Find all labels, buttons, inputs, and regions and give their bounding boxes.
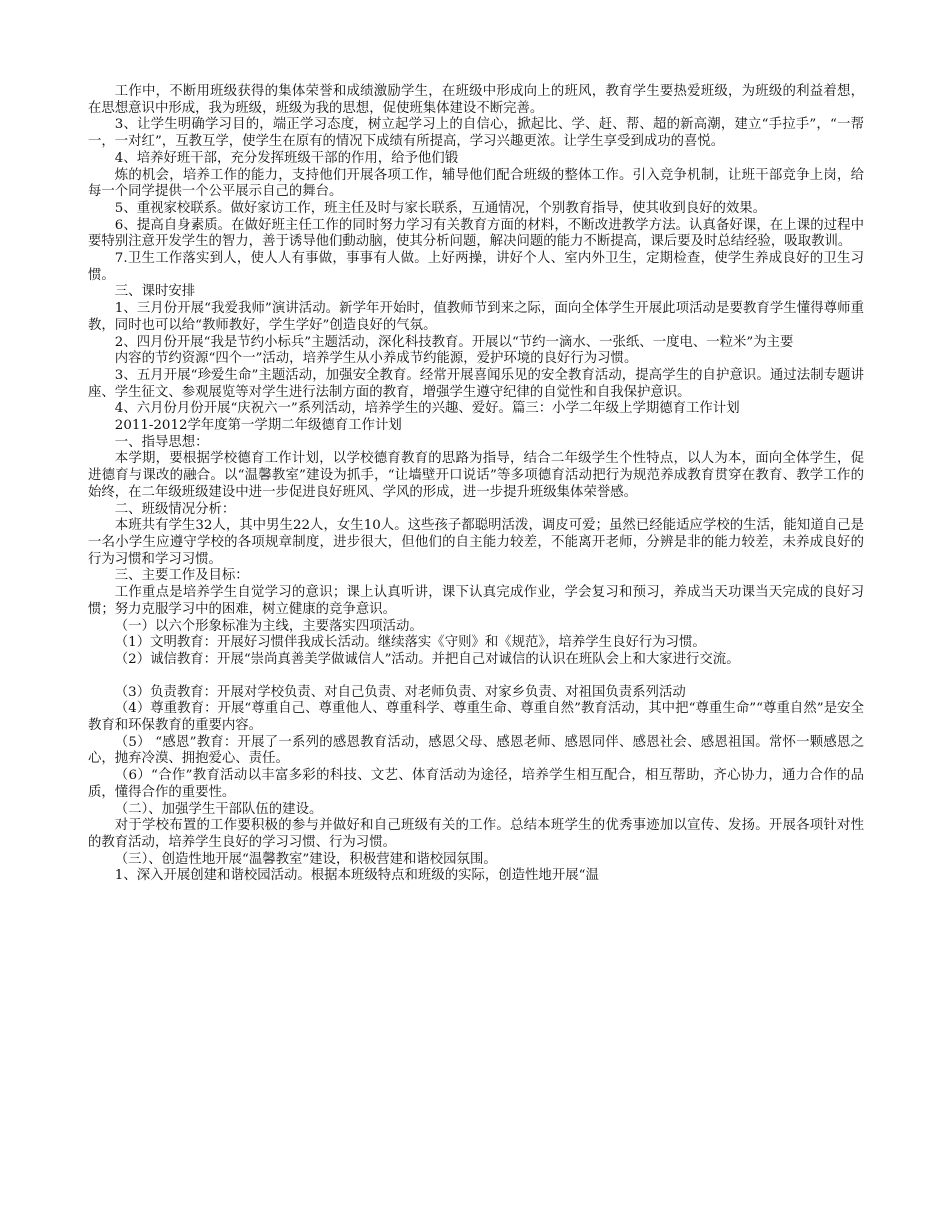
paragraph-schedule-2-cont: 内容的节约资源“四个一”活动，培养学生从小养成节约能源，爱护环境的良好行为习惯。 xyxy=(114,351,638,367)
heading-guiding-ideas: 一、指导思想： xyxy=(114,434,209,450)
heading-subsection-3: （三）、创造性地开展“温馨教室”建设，积极营建和谐校园氛围。 xyxy=(114,851,497,867)
paragraph-schedule-1: 1、三月份开展“我爱我师”演讲活动。新学年开始时，值教师节到来之际，面向全体学生开展此项活动是要教育学生懂得尊师重教，同时也可以给“教师教好，学生学好”创造良好的气氛。 xyxy=(88,301,864,333)
paragraph-item-4-cont: 炼的机会，培养工作的能力，支持他们开展各项工作，辅导他们配合班级的整体工作。引入竞争机制，让班干部竞争上岗，给每一个同学提供一个公平展示自己的舞台。 xyxy=(88,167,864,200)
paragraph-cooperation: （6）“合作”教育活动以丰富多彩的科技、文艺、体育活动为途径，培养学生相互配合，相互帮助，齐心协力，通力合作的品质，懂得合作的重要性。 xyxy=(88,768,864,800)
paragraph-item-6: 6、提高自身素质。在做好班主任工作的同时努力学习有关教育方面的材料，不断改进教学方法。认真备好课，在上课的过程中要特别注意开发学生的智力，善于诱导他们動动脑，使其分析问题，解决问题的能力不断提高，课后要及时总结经验，吸取教训。 xyxy=(88,217,864,250)
paragraph-student-cadres: 对于学校布置的工作要积极的参与并做好和自己班级有关的工作。总结本班学生的优秀事迹加以宣传、发扬。开展各项针对性的教育活动，培养学生良好的学习习惯、行为习惯。 xyxy=(88,818,864,850)
paragraph-main-work: 工作重点是培养学生自觉学习的意识；课上认真听讲，课下认真完成作业，学会复习和预习，养成当天功课当天完成的良好习惯；努力克服学习中的困难，树立健康的竞争意识。 xyxy=(88,585,864,617)
paragraph-guiding-ideas: 本学期，要根据学校德育工作计划，以学校德育教育的思路为指导，结合二年级学生个性特点，以人为本，面向全体学生，促进德育与课改的融合。以“温馨教室”建设为抓手，“让墙壁开口说话”等多项德育活动把行为规范养成教育贯穿在教育、教学工作的始终，在二年级班级建设中进一步促进良好班风、学风的形成，进一步提升班级集体荣誉感。 xyxy=(88,451,864,500)
paragraph-class-analysis: 本班共有学生32人，其中男生22人，女生10人。这些孩子都聪明活泼，调皮可爱；虽然已经能适应学校的生活，能知道自己是一名小学生应遵守学校的各项规章制度，进步很大，但他们的自主能力较差，不能离开老师，分辨是非的能力较差，未养成良好的行为习惯和学习习惯。 xyxy=(88,518,864,567)
paragraph-schedule-3: 3、五月开展“珍爱生命”主题活动，加强安全教育。经常开展喜闻乐见的安全教育活动，提高学生的自护意识。通过法制专题讲座、学生征文、参观展览等对学生进行法制方面的教育，增强学生遵守纪律的自觉性和自我保护意识。 xyxy=(88,367,864,400)
heading-subsection-2: （二）、加强学生干部队伍的建设。 xyxy=(114,801,323,817)
paragraph-schedule-2: 2、四月份开展“我是节约小标兵”主题活动，深化科技教育。开展以“节约一滴水、一张纸、一度电、一粒米”为主要 xyxy=(114,334,794,350)
paragraph-item-3: 3、让学生明确学习目的，端正学习态度，树立起学习上的自信心，掀起比、学、赶、帮、超的新高潮，建立“手拉手”，“一帮一，一对红”，互教互学，使学生在原有的情况下成绩有所提高，学习兴趣更浓。让学生享受到成功的喜悦。 xyxy=(88,117,864,150)
document-body xyxy=(88,84,864,885)
paragraph-item-7: 7.卫生工作落实到人，使人人有事做，事事有人做。上好两操，讲好个人、室内外卫生，定期检查，使学生养成良好的卫生习惯。 xyxy=(88,251,864,283)
heading-subsection-1: （一）以六个形象标准为主线，主要落实四项活动。 xyxy=(114,618,423,634)
heading-class-analysis: 二、班级情况分析： xyxy=(114,501,236,517)
heading-main-work: 三、主要工作及目标： xyxy=(114,568,249,584)
paragraph-schedule-4: 4、六月份月份开展“庆祝六一”系列活动，培养学生的兴趣、爱好。篇三：小学二年级上学期德育工作计划 xyxy=(114,401,740,417)
paragraph-item-5: 5、重视家校联系。做好家访工作，班主任及时与家长联系，互通情况，个别教育指导，使其收到良好的效果。 xyxy=(114,200,767,216)
blank-line xyxy=(88,669,864,685)
paragraph-item-4: 4、培养好班干部，充分发挥班级干部的作用，给予他们锻 xyxy=(114,150,459,166)
paragraph-class-honor: 工作中，不断用班级获得的集体荣誉和成绩激励学生，在班级中形成向上的班风，教育学生要热爱班级，为班级的利益着想，在思想意识中形成，我为班级，班级为我的思想，促使班集体建设不断完善。 xyxy=(88,84,864,116)
plan-title: 2011-2012学年度第一学期二年级德育工作计划 xyxy=(114,418,402,434)
paragraph-civility: （1）文明教育：开展好习惯伴我成长活动。继续落实《守则》和《规范》，培养学生良好行为习惯。 xyxy=(114,635,706,651)
paragraph-gratitude: （5） “感恩”教育：开展了一系列的感恩教育活动，感恩父母、感恩老师、感恩同伴、感恩社会、感恩祖国。常怀一颗感恩之心，抛弃冷漠、拥抱爱心、责任。 xyxy=(88,734,864,767)
paragraph-respect: （4）尊重教育：开展“尊重自己、尊重他人、尊重科学、尊重生命、尊重自然”教育活动，其中把“尊重生命”“尊重自然”是安全教育和环保教育的重要内容。 xyxy=(88,701,864,734)
paragraph-integrity: （2）诚信教育：开展“崇尚真善美学做诚信人”活动。并把自己对诚信的认识在班队会上和大家进行交流。 xyxy=(114,651,740,667)
paragraph-responsibility: （3）负责教育：开展对学校负责、对自己负责、对老师负责、对家乡负责、对祖国负责系列活动 xyxy=(114,684,686,700)
paragraph-harmonious-campus: 1、深入开展创建和谐校园活动。根据本班级特点和班级的实际，创造性地开展“温 xyxy=(114,868,599,884)
heading-schedule: 三、课时安排 xyxy=(114,284,196,300)
